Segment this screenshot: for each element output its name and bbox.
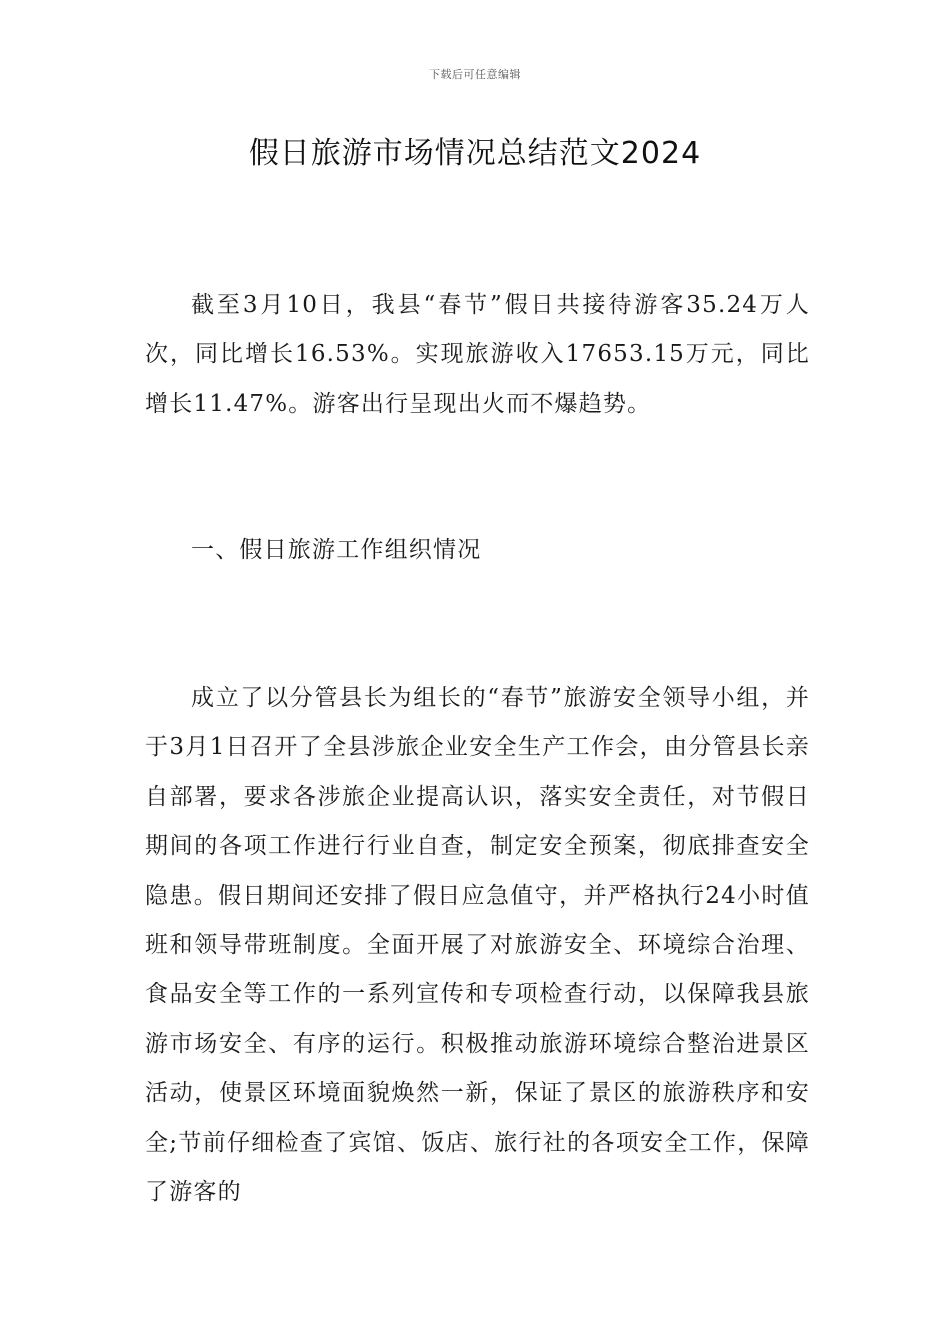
document-title: 假日旅游市场情况总结范文2024 (248, 136, 702, 171)
section-heading: 一、假日旅游工作组织情况 (191, 537, 482, 563)
paragraph-organization: 成立了以分管县长为组长的“春节”旅游安全领导小组，并于3月1日召开了全县涉旅企业安全生产工作会，由分管县长亲自部署，要求各涉旅企业提高认识，落实安全责任，对节假日期间的各项工作进行行业自查，制定安全预案，彻底排查安全隐患。假日期间还安排了假日应急值守，并严格执行24小时值班和领导带班制度。全面开展了对旅游安全、环境综合治理、食品安全等工作的一系列宣传和专项检查行动，以保障我县旅游市场安全、有序的运行。积极推动旅游环境综合整治进景区活动，使景区环境面貌焕然一新，保证了景区的旅游秩序和安全;节前仔细检查了宾馆、饭店、旅行社的各项安全工作，保障了游客的 (145, 685, 810, 1206)
paragraph-intro: 截至3月10日，我县“春节”假日共接待游客35.24万人次，同比增长16.53%。实现旅游收入17653.15万元，同比增长11.47%。游客出行呈现出火而不爆趋势。 (145, 292, 810, 417)
header-note: 下载后可任意编辑 (429, 68, 521, 81)
